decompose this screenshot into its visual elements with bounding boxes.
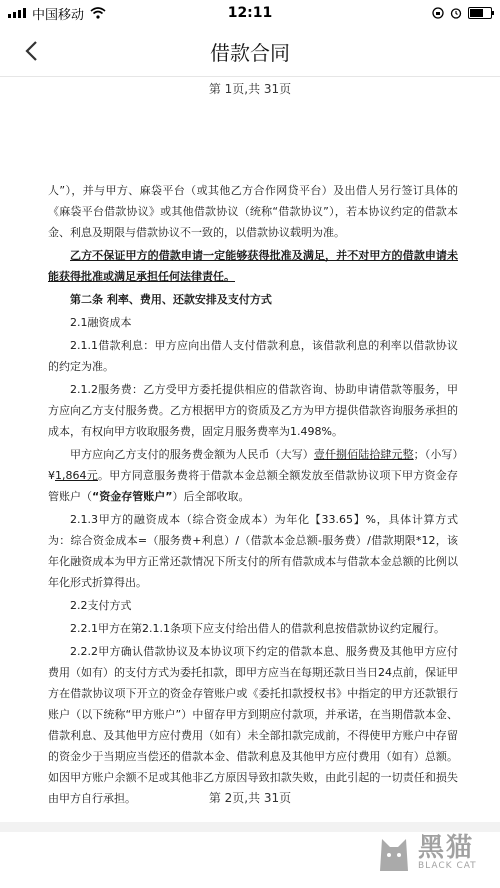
- lock-rotation-icon: [432, 7, 444, 19]
- text-span: ）后全部收取。: [172, 490, 250, 503]
- status-left: [8, 4, 106, 23]
- text-span: 甲方应向乙方支付的服务费金额为人民币（大写）: [70, 448, 314, 461]
- paragraph: 2.2.2甲方确认借款协议及本协议项下约定的借款本息、服务费及其他甲方应付费用（如有）的支付方式为委托扣款，即甲方应当在每期还款日当日24点前，保证甲方在借款协议项下开立的资金存管账户或《委托扣款授权书》中指定的甲方还款银行账户（以下统称“甲方账户”）中留存甲方到期应付款项，并承诺，在当期借款本金、借款利息、及其他甲方应付费用（如有）未全部扣款完成前，不得使甲方账户中存留的资金少于当期应当偿还的借款本金、借款利息及其他甲方应付费用（如有）总额。如因甲方账户余额不足或其他非乙方原因导致扣款失败，由此引起的一切责任和损失由甲方自行承担。: [48, 645, 458, 805]
- subsection-heading: 2.2支付方式: [70, 599, 132, 612]
- clock: 12:11: [227, 5, 273, 21]
- status-bar: [0, 0, 500, 26]
- watermark-cn: 黑猫: [418, 832, 475, 863]
- subsection-heading: 2.1融资成本: [70, 316, 132, 329]
- text-span: 。甲方同意服务费将于借款本金总额全额发放至借款协议项下甲方资金存管账户（: [48, 469, 458, 503]
- battery-icon: [468, 7, 492, 19]
- watermark-en: BLACK CAT: [418, 861, 477, 872]
- paragraph-fee-amount: [48, 444, 458, 507]
- text-span: ；（小写）¥: [48, 448, 459, 482]
- back-button[interactable]: [14, 36, 48, 66]
- status-right: [432, 7, 492, 19]
- paragraph: 2.1.2服务费：乙方受甲方委托提供相应的借款咨询、协助申请借款等服务，甲方应向乙方支付服务费。乙方根据甲方的资质及乙方为甲方提供借款咨询服务承担的成本，有权向甲方收取服务费，固定月服务费率为1.498%。: [48, 383, 458, 438]
- carrier-label: 中国移动: [32, 7, 85, 23]
- cat-logo-icon: [376, 831, 412, 875]
- page-title: 借款合同: [210, 40, 290, 65]
- signal-icon: [8, 8, 26, 18]
- watermark-text: [418, 834, 477, 872]
- page-indicator-bottom: 第 2页,共 31页: [208, 791, 292, 805]
- wifi-icon: [90, 7, 106, 19]
- nav-bar: [0, 26, 500, 77]
- amount-uppercase: 壹仟捌佰陆拾肆元整: [313, 448, 414, 461]
- paragraph: 2.1.3甲方的融资成本（综合资金成本）为年化【33.65】%，具体计算方式为：综合资金成本=（服务费+利息）/（借款本金总额-服务费）/借款期限*12，该年化融资成本为甲方正常还款情况下所支付的所有借款成本与借款本金总额的比例以年化形式折算得出。: [48, 513, 458, 589]
- contract-content[interactable]: [48, 180, 458, 811]
- amount-lowercase: 1,864元: [55, 469, 99, 482]
- section-heading: 第二条 利率、费用、还款安排及支付方式: [70, 293, 272, 306]
- paragraph-disclaimer: 乙方不保证甲方的借款申请一定能够获得批准及满足，并不对甲方的借款申请未能获得批准或满足承担任何法律责任。: [48, 249, 458, 283]
- account-term: “资金存管账户”: [92, 490, 173, 503]
- alarm-icon: [450, 7, 462, 19]
- paragraph: 人”），并与甲方、麻袋平台（或其他乙方合作网贷平台）及出借人另行签订具体的《麻袋平台借款协议》或其他借款协议（统称“借款协议”），若本协议约定的借款本金、利息及期限与借款协议不一致的，以借款协议载明为准。: [48, 184, 458, 239]
- watermark: [376, 826, 486, 880]
- paragraph: 2.2.1甲方在第2.1.1条项下应支付给出借人的借款利息按借款协议约定履行。: [70, 622, 445, 635]
- paragraph: 2.1.1借款利息：甲方应向出借人支付借款利息，该借款利息的利率以借款协议的约定为准。: [48, 339, 458, 373]
- chevron-left-icon: [24, 40, 38, 62]
- page-indicator-top: 第 1页,共 31页: [208, 82, 292, 96]
